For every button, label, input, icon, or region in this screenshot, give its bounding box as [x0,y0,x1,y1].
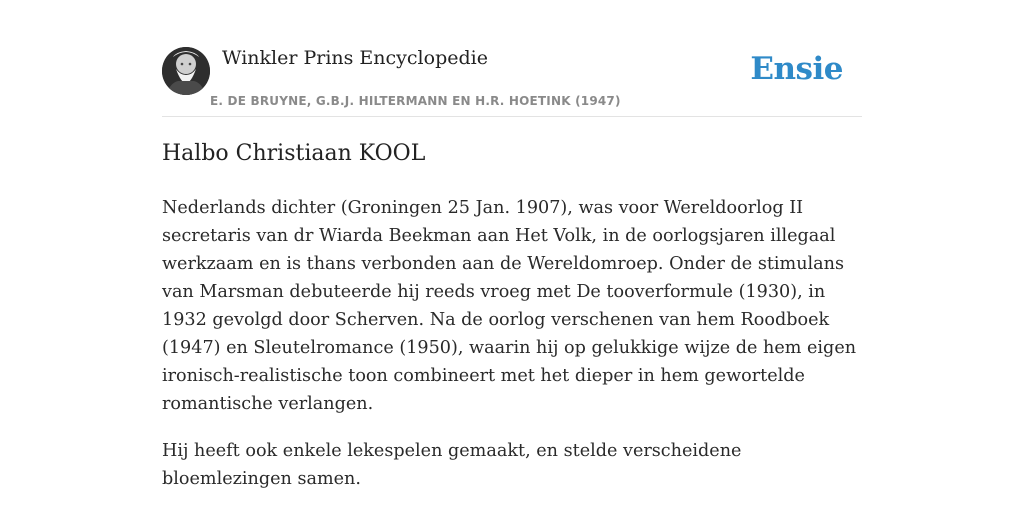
bearded-portrait-icon [162,47,210,95]
brand-logo-link[interactable]: Ensie [750,51,843,87]
encyclopedia-title: Winkler Prins Encyclopedie [222,47,488,69]
authors-line: E. DE BRUYNE, G.B.J. HILTERMANN EN H.R. HOETINK (1947) [210,94,621,108]
article [162,138,862,512]
article-paragraph: Nederlands dichter (Groningen 25 Jan. 1907), was voor Wereldoorlog II secretaris van dr Wiarda Beekman aan Het Volk, in de oorlogsjaren illegaal werkzaam en is thans verbonden aan de Wereldomroep. Onder de stimulans van Marsman debuteerde hij reeds vroeg met De tooverformule (1930), in 1932 gevolgd door Scherven. Na de oorlog verschenen van hem Roodboek (1947) en Sleutelromance (1950), waarin hij op gelukkige wijze de hem eigen ironisch-realistische toon combineert met het dieper in hem gewortelde romantische verlangen. [162,198,857,414]
header [162,45,862,117]
article-title: Halbo Christiaan KOOL [162,141,426,166]
author-avatar [162,47,210,95]
article-paragraph: Hij heeft ook enkele lekespelen gemaakt, en stelde verscheidene bloemlezingen samen. [162,441,742,489]
